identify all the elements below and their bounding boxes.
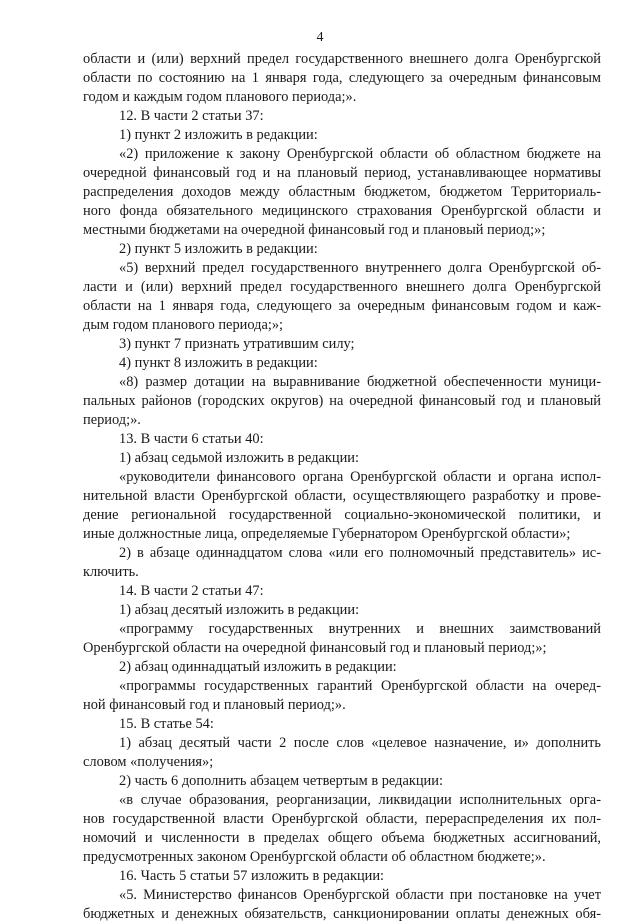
text-line: «8) размер дотации на выравнивание бюджетной обеспеченности муници- — [119, 374, 601, 390]
text-line: Оренбургской области на очередной финансовый год и плановый период;»; — [83, 640, 547, 656]
text-line: 15. В статье 54: — [119, 716, 214, 732]
text-line: период;». — [83, 412, 141, 428]
text-line: дым годом планового периода;»; — [83, 317, 284, 333]
text-line: области на 1 января года, следующего за очередным финансовым годом и каж- — [83, 298, 601, 314]
text-line: 16. Часть 5 статьи 57 изложить в редакции: — [119, 868, 385, 884]
text-line: пальных районов (городских округов) на очередной финансовый год и плановый — [83, 393, 601, 409]
text-line: местными бюджетами на очередной финансовый год и плановый период;»; — [83, 222, 546, 238]
text-line: «2) приложение к закону Оренбургской области об областном бюджете на — [119, 146, 601, 162]
text-line: 12. В части 2 статьи 37: — [119, 108, 264, 124]
document-body — [83, 50, 601, 924]
text-line: номочий и численности в пределах общего объема бюджетных ассигнований, — [83, 830, 601, 846]
text-line: 2) абзац одиннадцатый изложить в редакции: — [119, 659, 397, 675]
text-line: 2) часть 6 дополнить абзацем четвертым в редакции: — [119, 773, 443, 789]
text-line: «5) верхний предел государственного внутреннего долга Оренбургской об- — [119, 260, 601, 276]
text-line: ного фонда обязательного медицинского страхования Оренбургской области и — [83, 203, 601, 219]
text-line: «в случае образования, реорганизации, ликвидации исполнительных орга- — [119, 792, 601, 808]
text-line: 14. В части 2 статьи 47: — [119, 583, 264, 599]
text-line: 4) пункт 8 изложить в редакции: — [119, 355, 318, 371]
text-line: распределения доходов между областным бюджетом, бюджетом Территориаль- — [83, 184, 601, 200]
text-line: ключить. — [83, 564, 139, 580]
text-line: «руководители финансового органа Оренбургской области и органа испол- — [119, 469, 601, 485]
text-line: «программы государственных гарантий Оренбургской области на очеред- — [119, 678, 601, 694]
text-line: предусмотренных законом Оренбургской области об областном бюджете;». — [83, 849, 546, 865]
text-line: 13. В части 6 статьи 40: — [119, 431, 264, 447]
text-line: «5. Министерство финансов Оренбургской области при постановке на учет — [119, 887, 601, 903]
text-line: бюджетных и денежных обязательств, санкционировании оплаты денежных обя- — [83, 906, 601, 922]
text-line: годом и каждым годом планового периода;». — [83, 89, 357, 105]
text-line: словом «получения»; — [83, 754, 214, 770]
text-line: 2) в абзаце одиннадцатом слова «или его полномочный представитель» ис- — [119, 545, 601, 561]
text-line: области и (или) верхний предел государственного внешнего долга Оренбургской — [83, 51, 601, 67]
text-line: области по состоянию на 1 января года, следующего за очередным финансовым — [83, 70, 601, 86]
page-number: 4 — [316, 30, 324, 45]
text-line: 2) пункт 5 изложить в редакции: — [119, 241, 318, 257]
text-line: ной финансовый год и плановый период;». — [83, 697, 346, 713]
text-line: иные должностные лица, определяемые Губернатором Оренбургской области»; — [83, 526, 571, 542]
text-line: 1) абзац десятый части 2 после слов «целевое назначение, и» дополнить — [119, 735, 601, 751]
text-line: 3) пункт 7 признать утратившим силу; — [119, 336, 355, 352]
text-line: 1) пункт 2 изложить в редакции: — [119, 127, 318, 143]
text-line: дение региональной государственной социально-экономической политики, и — [83, 507, 601, 523]
text-line: 1) абзац седьмой изложить в редакции: — [119, 450, 359, 466]
text-line: нов государственной власти Оренбургской области, перераспределения их пол- — [83, 811, 601, 827]
text-line: ласти и (или) верхний предел государственного внешнего долга Оренбургской — [83, 279, 601, 295]
text-line: нительной власти Оренбургской области, осуществляющего разработку и прове- — [83, 488, 601, 504]
text-line: «программу государственных внутренних и внешних заимствований — [119, 621, 601, 637]
text-line: очередной финансовый год и на плановый период, устанавливающее нормативы — [83, 165, 601, 181]
text-line: 1) абзац десятый изложить в редакции: — [119, 602, 360, 618]
